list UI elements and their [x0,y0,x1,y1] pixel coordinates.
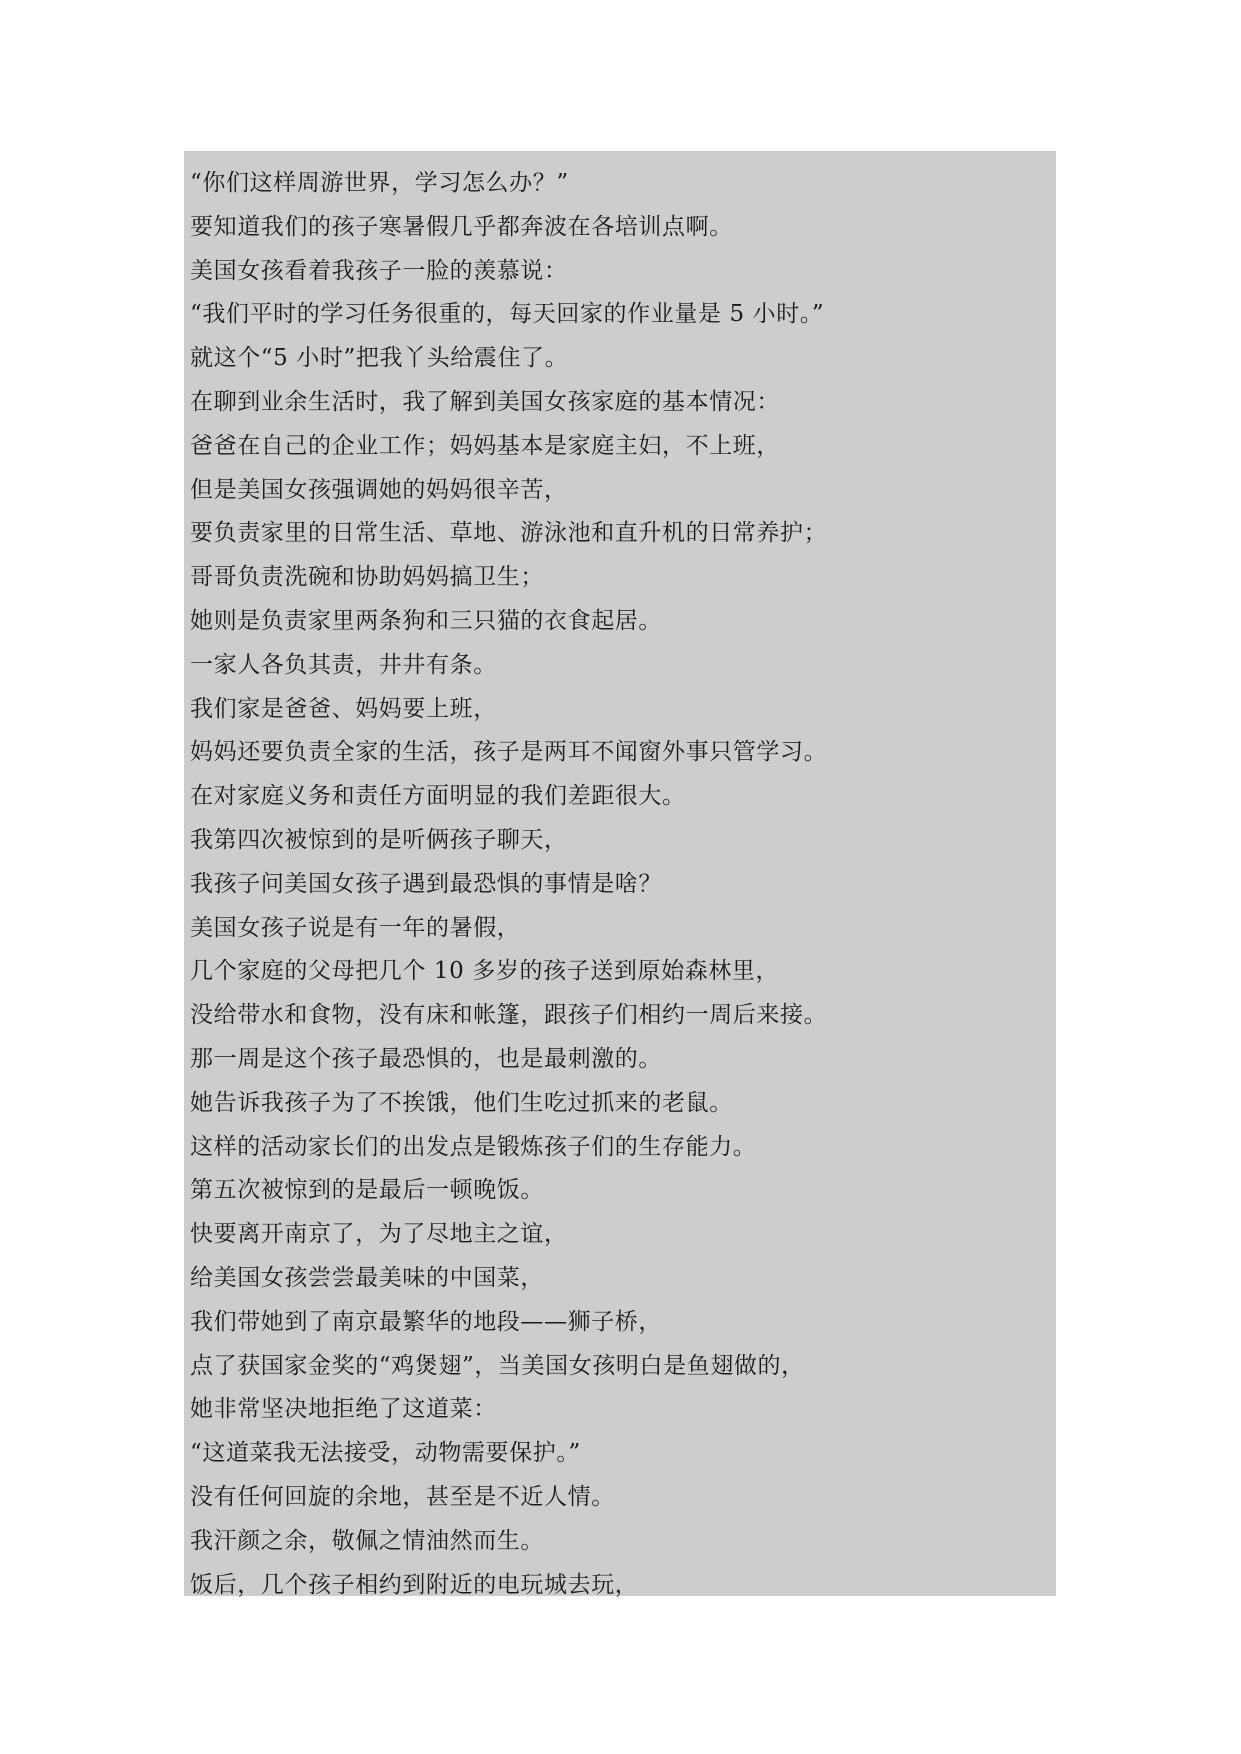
highlighted-text-block [184,151,1056,1596]
text-line: 要负责家里的日常生活、草地、游泳池和直升机的日常养护； [190,520,828,547]
text-line: 一家人各负其责，井井有条。 [190,651,497,678]
text-line: 妈妈还要负责全家的生活，孩子是两耳不闻窗外事只管学习。 [190,739,828,766]
text-line: 就这个“5 小时”把我丫头给震住了。 [190,345,569,372]
text-line: 那一周是这个孩子最恐惧的，也是最刺激的。 [190,1045,662,1072]
text-line: 饭后，几个孩子相约到附近的电玩城去玩， [190,1571,639,1598]
text-line: 她则是负责家里两条狗和三只猫的衣食起居。 [190,607,662,634]
text-line: 几个家庭的父母把几个 10 多岁的孩子送到原始森林里， [190,958,780,985]
text-line: 点了获国家金奖的“鸡煲翅”，当美国女孩明白是鱼翅做的， [190,1352,805,1379]
text-line: 没有任何回旋的余地，甚至是不近人情。 [190,1483,615,1510]
text-line: 在对家庭义务和责任方面明显的我们差距很大。 [190,783,686,810]
text-line: 第五次被惊到的是最后一顿晚饭。 [190,1177,544,1204]
text-line: 我第四次被惊到的是听俩孩子聊天， [190,826,568,853]
text-line: “这道菜我无法接受，动物需要保护。” [190,1440,581,1467]
text-line: 要知道我们的孩子寒暑假几乎都奔波在各培训点啊。 [190,213,733,240]
text-line: 给美国女孩尝尝最美味的中国菜， [190,1264,544,1291]
text-line: 我们家是爸爸、妈妈要上班， [190,695,497,722]
text-line: 哥哥负责洗碗和协助妈妈搞卫生； [190,564,544,591]
text-line: 爸爸在自己的企业工作；妈妈基本是家庭主妇，不上班， [190,432,780,459]
text-line: 我们带她到了南京最繁华的地段——狮子桥， [190,1308,662,1335]
text-line: “你们这样周游世界，学习怎么办？” [190,170,569,196]
text-line: 我孩子问美国女孩子遇到最恐惧的事情是啥？ [190,870,662,897]
text-line: 这样的活动家长们的出发点是锻炼孩子们的生存能力。 [190,1133,757,1160]
text-line: 没给带水和食物，没有床和帐篷，跟孩子们相约一周后来接。 [190,1002,828,1029]
text-line: 美国女孩子说是有一年的暑假， [190,914,521,941]
text-line: “我们平时的学习任务很重的，每天回家的作业量是 5 小时。” [190,301,825,328]
text-line: 我汗颜之余，敬佩之情油然而生。 [190,1527,544,1554]
text-line: 美国女孩看着我孩子一脸的羡慕说： [190,257,568,284]
text-line: 在聊到业余生活时，我了解到美国女孩家庭的基本情况： [190,388,780,415]
text-line: 她告诉我孩子为了不挨饿，他们生吃过抓来的老鼠。 [190,1089,733,1116]
text-line: 但是美国女孩强调她的妈妈很辛苦， [190,476,568,503]
text-line: 她非常坚决地拒绝了这道菜： [190,1396,497,1423]
text-line: 快要离开南京了，为了尽地主之谊， [190,1221,568,1248]
